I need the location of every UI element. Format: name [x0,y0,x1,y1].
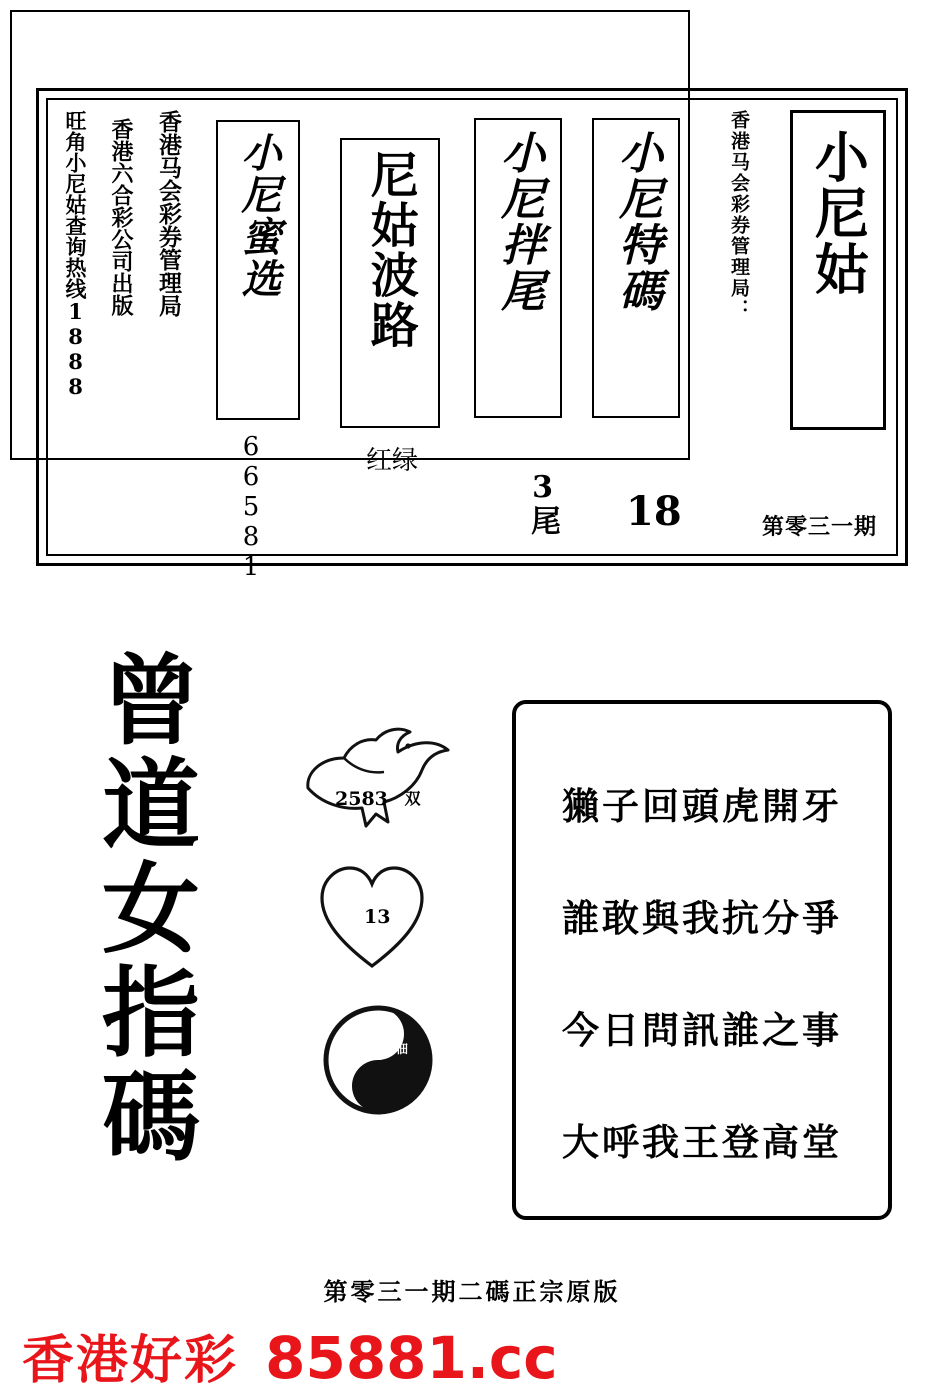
column-value-weihao: 3尾 [525,470,560,535]
column-box-temahao [592,118,680,418]
brand-url: 85881.cc [265,1324,558,1392]
column-box-weihao [474,118,562,418]
poem-line-3: 今日問訊誰之事 [562,1008,842,1052]
main-title-text: 小尼姑 [806,129,871,297]
big-title-char-3: 女 [101,851,200,967]
poem-line-1: 獺子回頭虎開牙 [562,784,842,828]
issue-number-top: 第零三一期 [762,514,878,540]
column-title-weihao: 小尼拌尾 [493,130,545,314]
column-title-temahao: 小尼特碼 [611,130,663,314]
column-box-miaoxuan [216,120,300,420]
yinyang-icon [318,1000,438,1120]
column-value-bolu: 红绿 [366,446,419,476]
brand-watermark [22,1318,922,1393]
yinyang-sub-label: 佃 [396,1042,409,1056]
org-label-right: 香港马会彩券管理局： [728,110,750,320]
column-box-bolu [340,138,440,428]
label-org: 香港马会彩券管理局 [155,110,182,317]
big-title-char-5: 碼 [101,1059,200,1175]
dove-icon [288,710,458,850]
heart-icon [312,858,432,978]
column-value-miaoxuan: 66581 [236,432,266,582]
dove-number: 2583 [335,788,388,810]
main-title-box [790,110,886,430]
column-value-temahao: 18 [626,488,682,535]
poem-box [512,700,892,1220]
brand-name: 香港好彩 [22,1331,239,1391]
label-publisher: 香港六合彩公司出版 [108,118,134,316]
column-title-bolu: 尼姑波路 [362,150,419,350]
big-title-char-4: 指 [101,955,200,1071]
column-title-miaoxuan: 小尼蜜选 [235,132,282,300]
poem-line-2: 誰敢與我抗分爭 [562,896,842,940]
footer-issue-line: 第零三一期二碼正宗原版 [323,1277,621,1306]
label-hotline: 旺角小尼姑查询热线1888 [63,110,88,399]
dove-side-label: 双 [402,790,421,806]
poem-line-4: 大呼我王登高堂 [562,1120,842,1164]
big-title-char-2: 道 [101,747,200,863]
big-title [66,644,236,1175]
yinyang-number: 26 [364,1030,394,1055]
heart-number: 13 [364,906,391,928]
big-title-char-1: 曾 [101,644,200,759]
